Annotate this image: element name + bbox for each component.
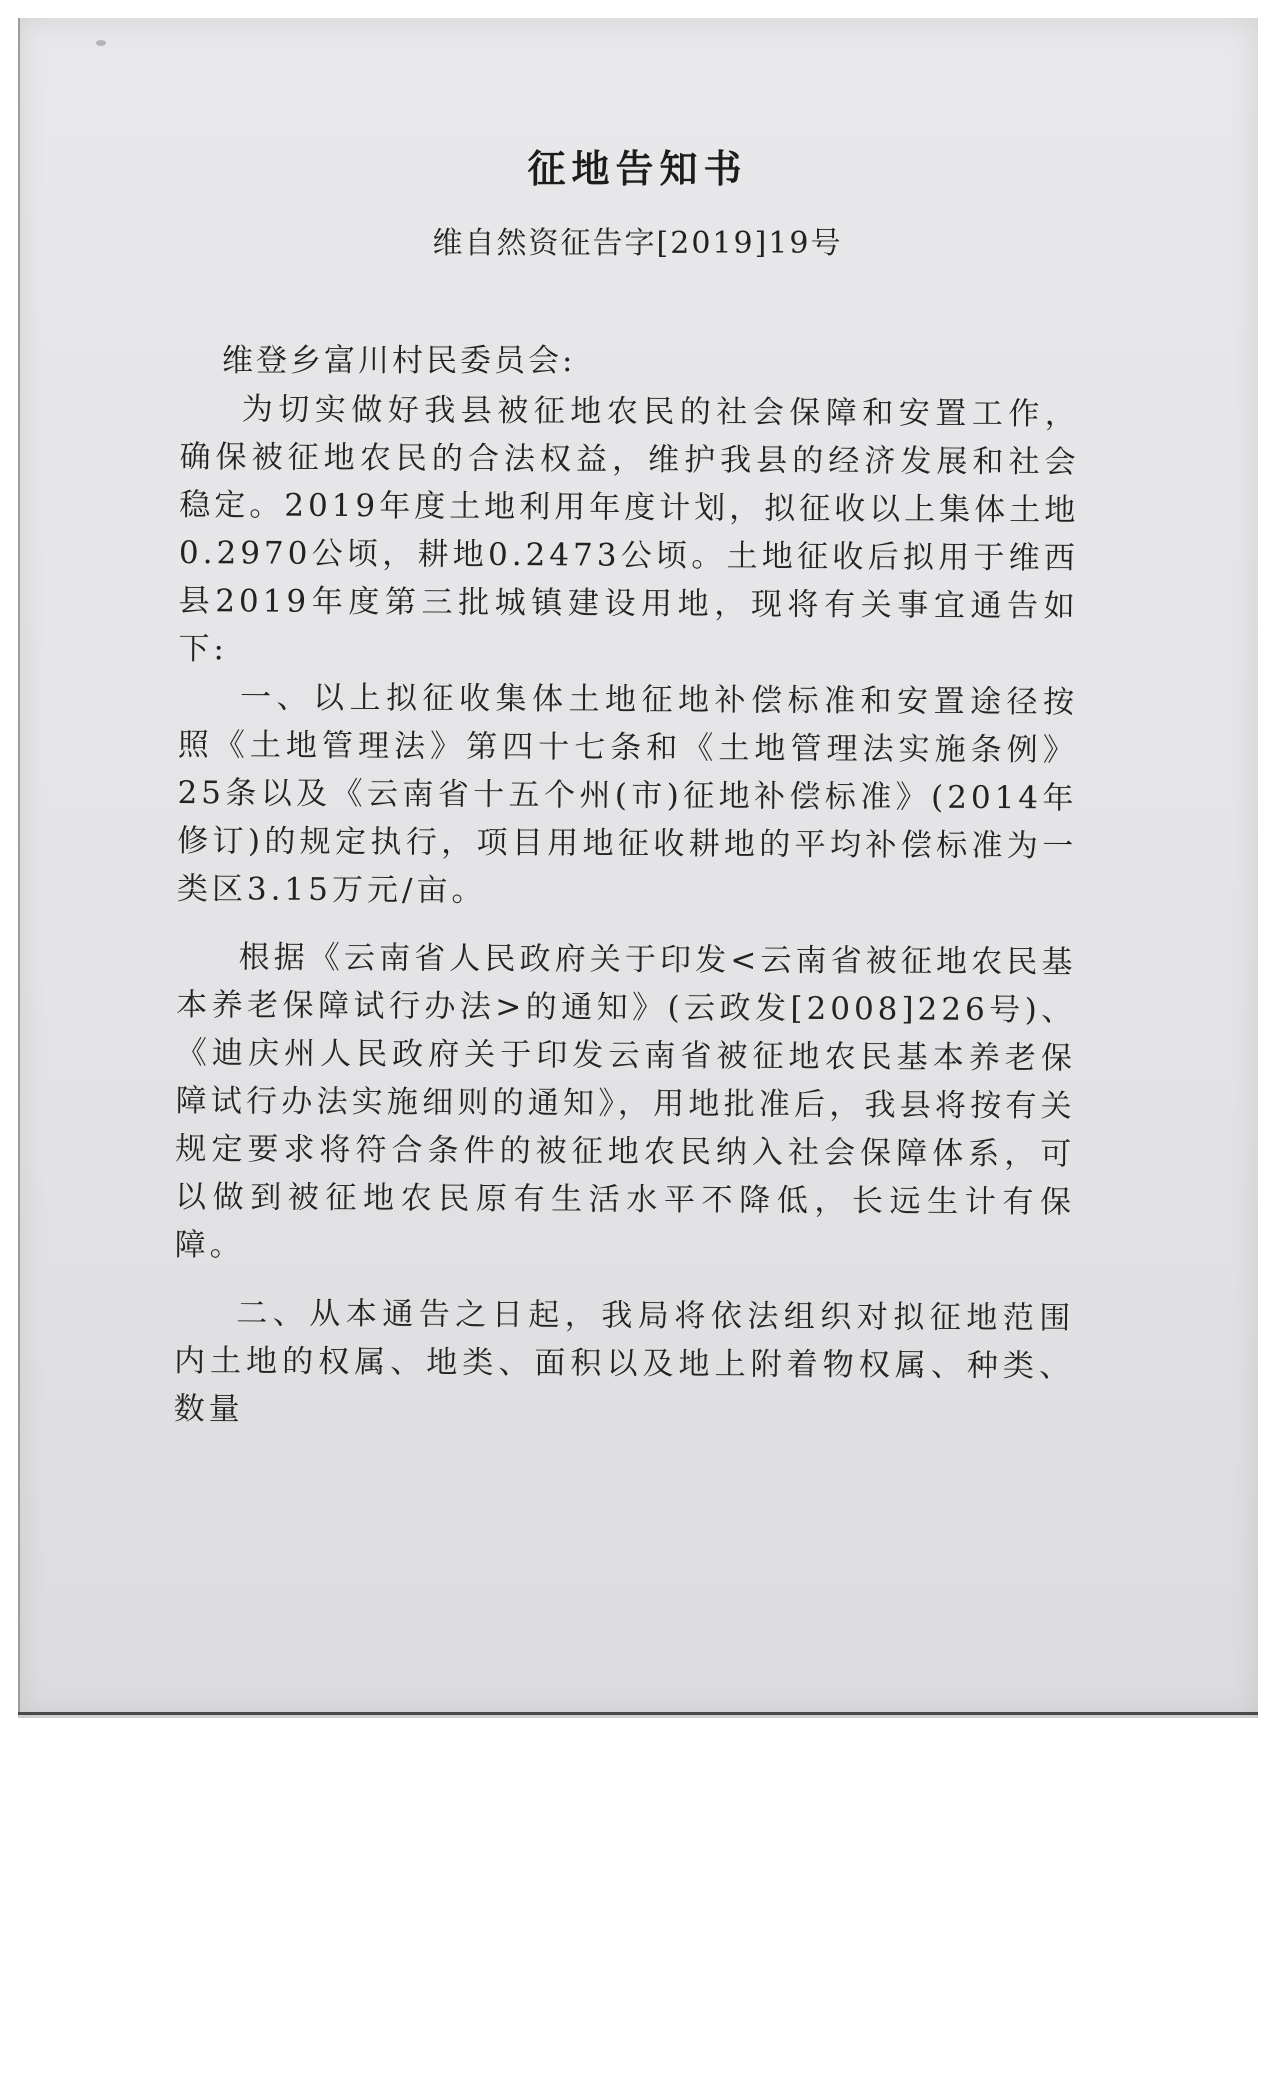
document-body bbox=[174, 385, 1080, 1438]
page-edge-bottom bbox=[18, 1712, 1258, 1715]
paragraph-pension: 根据《云南省人民政府关于印发<云南省被征地农民基本养老保障试行办法>的通知》(云政发[2008]226号)、《迪庆州人民政府关于印发云南省被征地农民基本养老保障试行办法实施细则的通知》，用地批准后，我县将按有关规定要求将符合条件的被征地农民纳入社会保障体系，可以做到被征地农民原有生活水平不降低，长远生计有保障。 bbox=[174, 939, 1077, 1264]
addressee: 维登乡富川村民委员会: bbox=[222, 343, 576, 379]
document-title: 征地告知书 bbox=[527, 146, 748, 191]
paragraph-item-two: 二、从本通告之日起，我局将依法组织对拟征地范围内土地的权属、地类、面积以及地上附着物权属、种类、数量 bbox=[173, 1295, 1075, 1428]
document-number: 维自然资征告字[2019]19号 bbox=[432, 226, 843, 261]
scan-speck bbox=[96, 40, 106, 46]
page-edge-left bbox=[18, 18, 20, 1714]
paragraph-intro: 为切实做好我县被征地农民的社会保障和安置工作，确保被征地农民的合法权益，维护我县的经济发展和社会稳定。2019年度土地利用年度计划，拟征收以上集体土地0.2970公顷，耕地0.2473公顷。土地征收后拟用于维西县2019年度第三批城镇建设用地，现将有关事宜通告如下: bbox=[178, 391, 1080, 668]
paragraph-item-one: 一、以上拟征收集体土地征地补偿标准和安置途径按照《土地管理法》第四十七条和《土地管理法实施条例》25条以及《云南省十五个州(市)征地补偿标准》(2014年修订)的规定执行，项目用地征收耕地的平均补偿标准为一类区3.15万元/亩。 bbox=[176, 679, 1079, 909]
